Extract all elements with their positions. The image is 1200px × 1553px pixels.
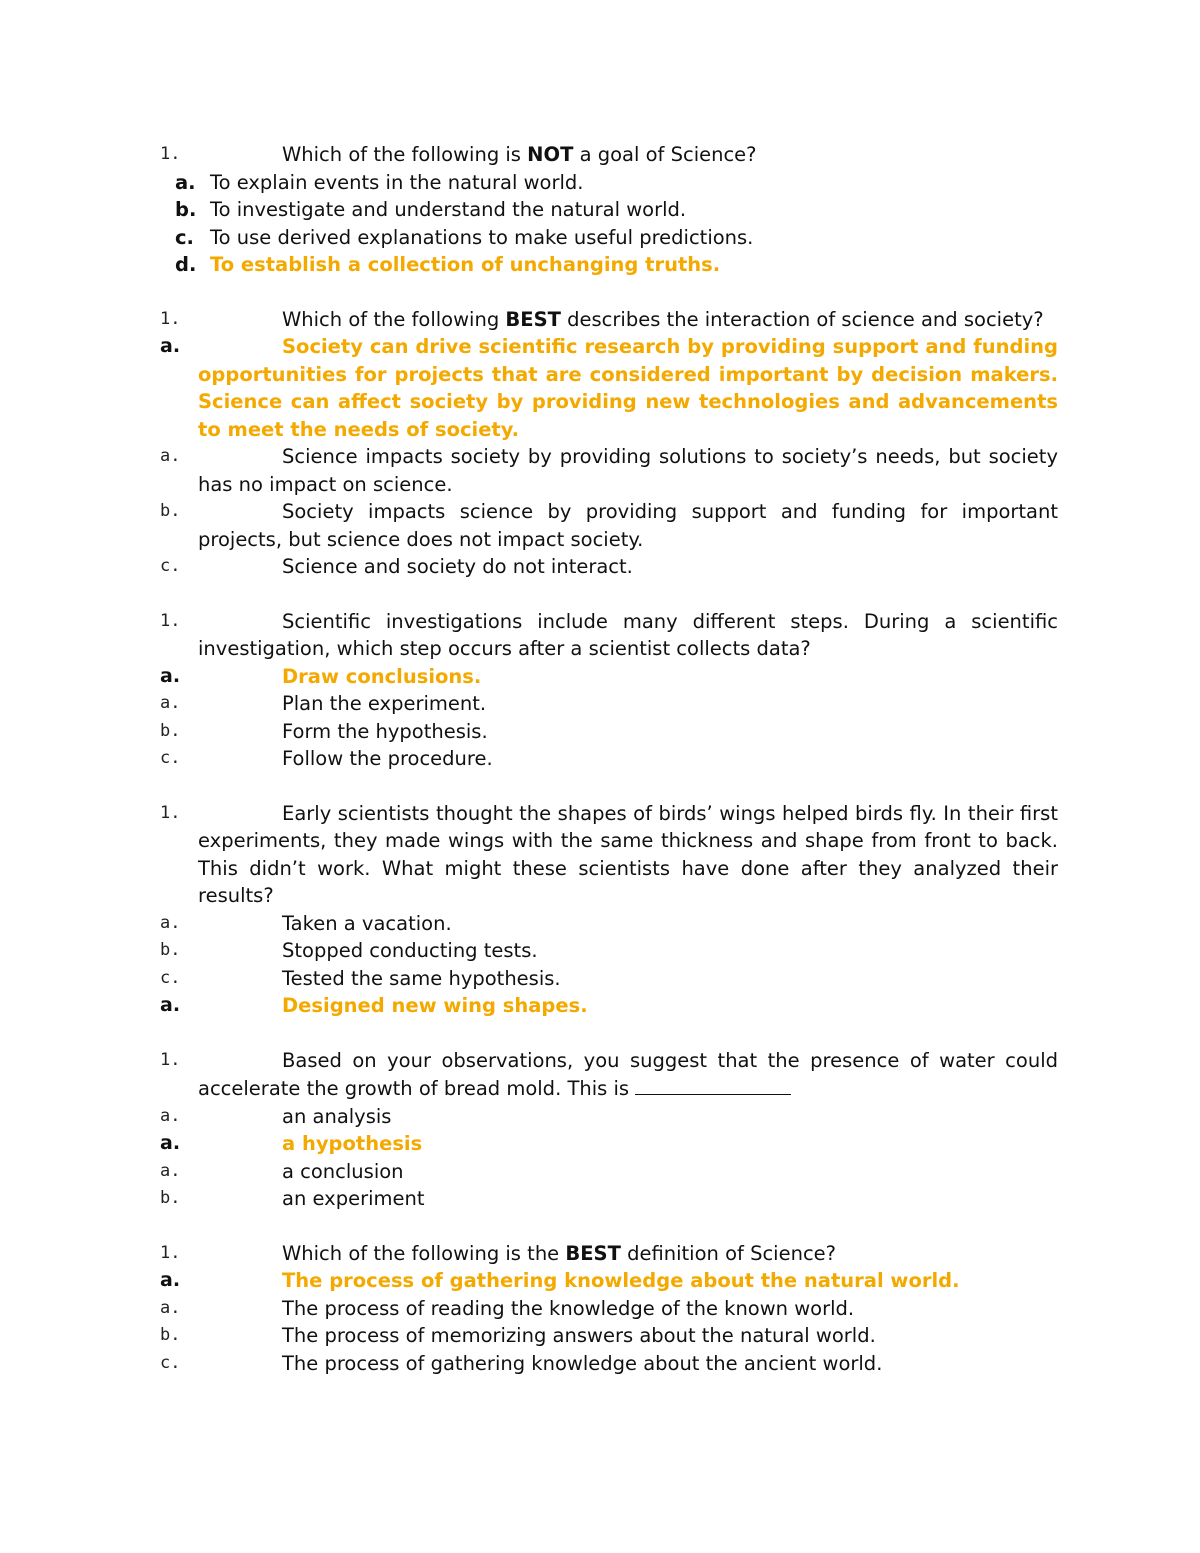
question-5	[160, 1047, 1058, 1213]
option: a. a conclusion	[160, 1159, 404, 1183]
question-stem: 1. Scientific investigations include many different steps. During a scientific investigation, which step occurs after a scientist collects data?	[160, 609, 1058, 660]
option: c. Science and society do not interact.	[160, 555, 633, 578]
option: b. To investigate and understand the natural world.	[175, 198, 687, 221]
option: b. The process of memorizing answers about the natural world.	[160, 1324, 876, 1347]
option: b. an experiment	[160, 1187, 425, 1210]
correct-option: a. a hypothesis	[160, 1132, 423, 1155]
question-stem: 1. Which of the following is the BEST definition of Science?	[160, 1241, 837, 1265]
question-stem: 1. Based on your observations, you suggest that the presence of water could accelerate the growth of bread mold. This is	[160, 1048, 1058, 1100]
option: a. The process of reading the knowledge of the known world.	[160, 1296, 855, 1320]
option: c. The process of gathering knowledge about the ancient world.	[160, 1351, 883, 1375]
option: b. Stopped conducting tests.	[160, 939, 538, 962]
option: c. To use derived explanations to make useful predictions.	[175, 225, 754, 249]
question-number: 1.	[160, 144, 181, 164]
question-1	[160, 141, 1058, 279]
option: a. Taken a vacation.	[160, 911, 452, 935]
option: a. To explain events in the natural world.	[175, 170, 584, 194]
question-2	[160, 306, 1058, 581]
option: c. Tested the same hypothesis.	[160, 966, 561, 990]
option: b. Form the hypothesis.	[160, 719, 488, 743]
correct-option: d. To establish a collection of unchanging truths.	[175, 253, 721, 276]
option: b. Society impacts science by providing support and funding for important projects, but science does not impact society.	[160, 500, 1058, 551]
question-stem: 1. Which of the following BEST describes the interaction of science and society?	[160, 307, 1044, 331]
correct-option: a. Society can drive scientific research by providing support and funding opportunities for projects that are considered important by decision makers. Science can affect society by providing new technologies and advancements to meet the needs of society.	[160, 335, 1058, 441]
question-6	[160, 1240, 1058, 1378]
option: c. Follow the procedure.	[160, 747, 493, 770]
option: a. Science impacts society by providing solutions to society’s needs, but society has no impact on science.	[160, 445, 1058, 496]
option: a. an analysis	[160, 1104, 392, 1128]
answer-blank	[635, 1074, 791, 1095]
question-stem: 1. Early scientists thought the shapes of birds’ wings helped birds fly. In their first experiments, they made wings with the same thickness and shape from front to back. This didn’t work. What might these scientists have done after they analyzed their results?	[160, 801, 1058, 907]
question-4	[160, 800, 1058, 1020]
correct-option: a. Designed new wing shapes.	[160, 994, 588, 1017]
question-3	[160, 608, 1058, 773]
question-stem: 1. Which of the following is NOT a goal of Science?	[160, 141, 1058, 169]
correct-option: a. The process of gathering knowledge about the natural world.	[160, 1269, 960, 1292]
quiz-body	[160, 141, 1058, 1377]
option: a. Plan the experiment.	[160, 692, 487, 715]
options-list	[160, 169, 1058, 279]
correct-option: a. Draw conclusions.	[160, 664, 482, 688]
